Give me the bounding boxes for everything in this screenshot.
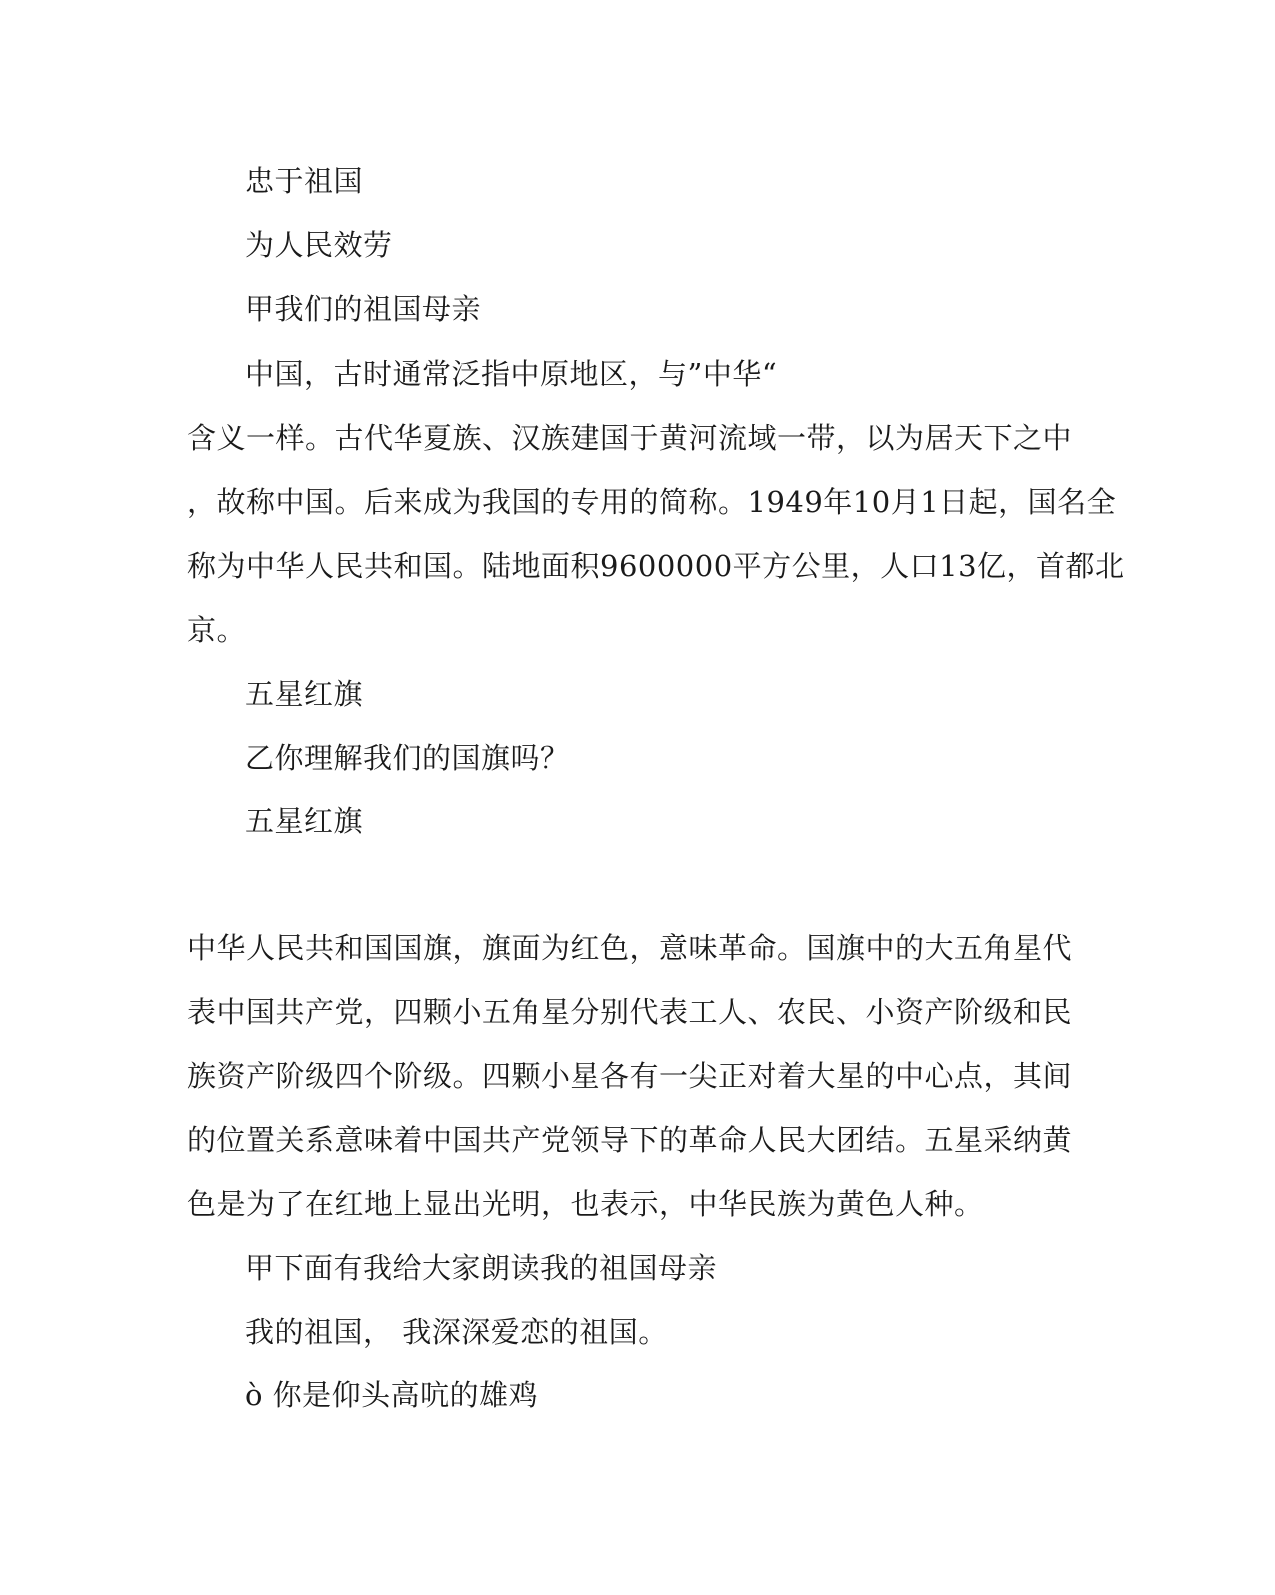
text-line-2: 为人民效劳: [245, 228, 393, 262]
text-line-15: 的位置关系意味着中国共产党领导下的革命人民大团结。五星采纳黄: [187, 1123, 1073, 1157]
text-line-6: ，故称中国。后来成为我国的专用的简称。1949年10月1日起，国名全: [187, 485, 1117, 519]
text-line-5: 含义一样。古代华夏族、汉族建国于黄河流域一带，以为居天下之中: [187, 421, 1073, 455]
text-line-8: 京。: [187, 613, 247, 647]
text-line-4: 中国，古时通常泛指中原地区，与”中华“: [245, 357, 778, 391]
text-line-19: ò 你是仰头高吭的雄鸡: [245, 1378, 539, 1412]
text-line-12: 中华人民共和国国旗，旗面为红色，意味革命。国旗中的大五角星代: [187, 931, 1073, 965]
text-line-9: 五星红旗: [245, 677, 364, 711]
text-line-3: 甲我们的祖国母亲: [245, 292, 482, 326]
text-line-11: 五星红旗: [245, 804, 364, 838]
text-line-7: 称为中华人民共和国。陆地面积9600000平方公里，人口13亿，首都北: [187, 549, 1125, 583]
text-line-10: 乙你理解我们的国旗吗？: [245, 741, 570, 775]
text-line-17: 甲下面有我给大家朗读我的祖国母亲: [245, 1251, 718, 1285]
text-line-1: 忠于祖国: [245, 164, 364, 198]
text-line-18: 我的祖国， 我深深爱恋的祖国。: [245, 1315, 668, 1349]
text-line-16: 色是为了在红地上显出光明，也表示，中华民族为黄色人种。: [187, 1187, 984, 1221]
text-line-14: 族资产阶级四个阶级。四颗小星各有一尖正对着大星的中心点，其间: [187, 1059, 1073, 1093]
text-line-13: 表中国共产党，四颗小五角星分别代表工人、农民、小资产阶级和民: [187, 995, 1073, 1029]
